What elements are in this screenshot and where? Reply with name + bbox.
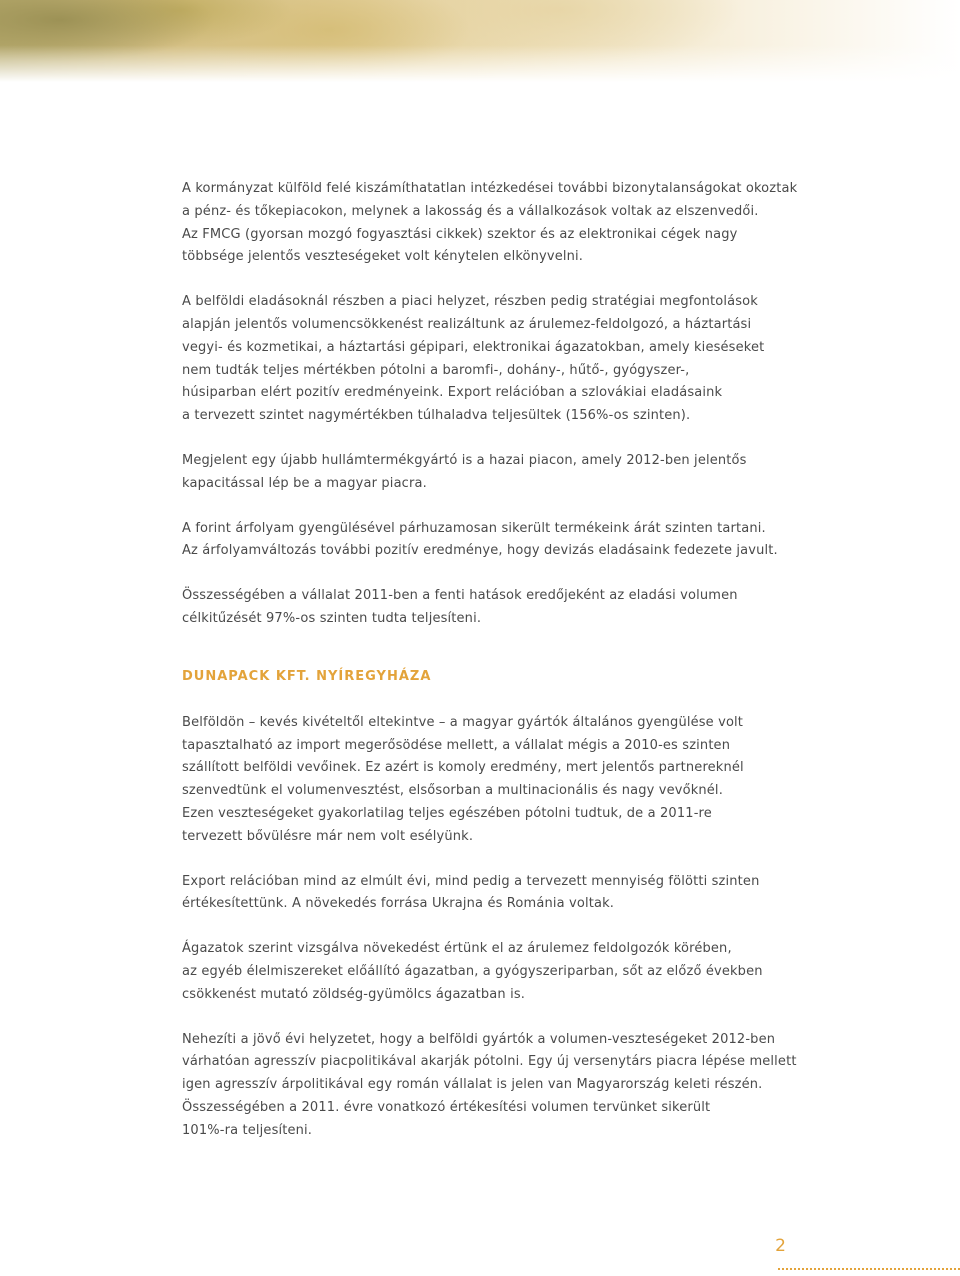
header-photo-fade bbox=[0, 0, 960, 82]
paragraph: Nehezíti a jövő évi helyzetet, hogy a belföldi gyártók a volumen-veszteségeket 2012-ben várhatóan agresszív piacpolitikával akarják pótolni. Egy új versenytárs piacra lépése mellett igen agresszív árpolitikával egy román vállalat is jelen van Magyarország keleti részén. Összességében a 2011. évre vonatkozó értékesítési volumen tervünket sikerült 101%-ra teljesíteni. bbox=[182, 1031, 797, 1138]
article-body bbox=[182, 178, 802, 1165]
paragraph: Összességében a vállalat 2011-ben a fenti hatások eredőjeként az eladási volumen célkitűzését 97%-os szinten tudta teljesíteni. bbox=[182, 588, 738, 626]
paragraph: A forint árfolyam gyengülésével párhuzamosan sikerült termékeink árát szinten tartani. Az árfolyamváltozás további pozitív eredménye, hogy devizás eladásaink fedezete javult. bbox=[182, 520, 778, 559]
paragraph: A belföldi eladásoknál részben a piaci helyzet, részben pedig stratégiai megfontolások alapján jelentős volumencsökkenést realizáltunk az árulemez-feldolgozó, a háztartási vegyi- és kozmetikai, a háztartási gépipari, elektronikai ágazatokban, amely kieséseket nem tudták teljes mértékben pótolni a baromfi-, dohány-, hűtő-, gyógyszer-, húsiparban elért pozitív eredményeink. Export relációban a szlovákiai eladásaink a tervezett szintet nagymértékben túlhaladva teljesültek (156%-os szinten). bbox=[182, 294, 765, 424]
paragraph: Belföldön – kevés kivételtől eltekintve – a magyar gyártók általános gyengülése volt tapasztalható az import megerősödése mellett, a vállalat mégis a 2010-es szinten szállított belföldi vevőinek. Ez azért is komoly eredmény, mert jelentős partnereknél szenvedtünk el volumenvesztést, elsősorban a multinacionális és nagy vevőknél. Ezen veszteségeket gyakorlatilag teljes egészében pótolni tudtuk, de a 2011-re tervezett bővülésre már nem volt esélyünk. bbox=[182, 714, 744, 844]
page-number-dotted-rule bbox=[778, 1268, 960, 1270]
paragraph: Megjelent egy újabb hullámtermékgyártó is a hazai piacon, amely 2012-ben jelentős kapacitással lép be a magyar piacra. bbox=[182, 452, 747, 491]
paragraph: Export relációban mind az elmúlt évi, mind pedig a tervezett mennyiség fölötti szinten értékesítettünk. A növekedés forrása Ukrajna és Románia voltak. bbox=[182, 873, 760, 912]
page-number: 2 bbox=[775, 1236, 786, 1256]
section-heading: DUNAPACK KFT. NYÍREGYHÁZA bbox=[182, 668, 432, 684]
paragraph: Ágazatok szerint vizsgálva növekedést értünk el az árulemez feldolgozók körében, az egyéb élelmiszereket előállító ágazatban, a gyógyszeriparban, sőt az előző években csökkenést mutató zöldség-gyümölcs ágazatban is. bbox=[182, 941, 763, 1002]
paragraph: A kormányzat külföld felé kiszámíthatatlan intézkedései további bizonytalanságokat okoztak a pénz- és tőkepiacokon, melynek a lakosság és a vállalkozások voltak az elszenvedői. Az FMCG (gyorsan mozgó fogyasztási cikkek) szektor és az elektronikai cégek nagy többsége jelentős veszteségeket volt kénytelen elkönyvelni. bbox=[182, 181, 798, 265]
